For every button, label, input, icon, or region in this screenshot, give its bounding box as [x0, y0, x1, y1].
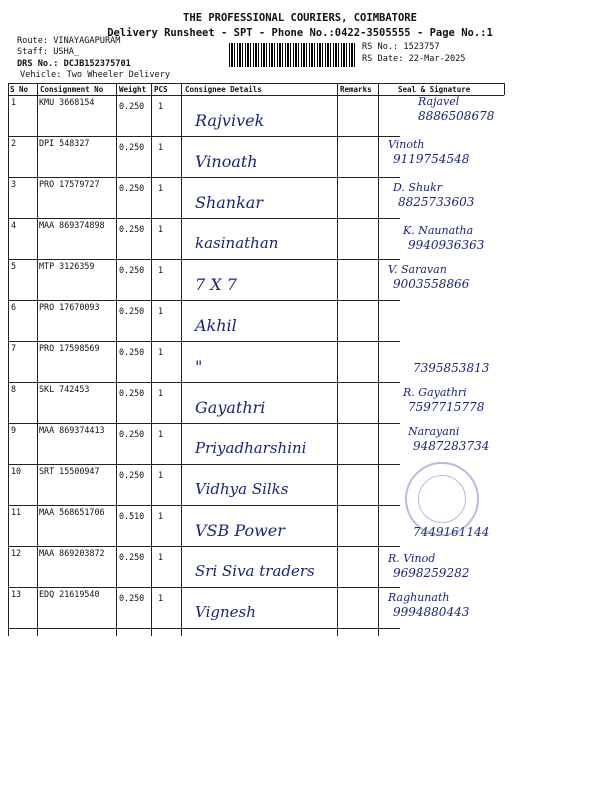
row-signature-name: K. Naunatha: [403, 224, 474, 237]
row-consignee-handwritten: Rajvivek: [195, 111, 265, 130]
row-consignee-handwritten: ": [195, 357, 203, 376]
row-consignee-handwritten: Shankar: [195, 193, 263, 212]
row-pcs: 1: [158, 347, 164, 357]
row-signature-phone: 8825733603: [398, 195, 475, 209]
column-divider: [37, 83, 38, 636]
row-consignee-handwritten: Priyadharshini: [195, 439, 307, 457]
header-consignment-no: Consignment No: [40, 85, 104, 94]
row-divider: [8, 259, 400, 260]
column-divider: [116, 83, 117, 636]
runsheet-subtitle: Delivery Runsheet - SPT - Phone No.:0422-3505555 - Page No.:1: [107, 27, 493, 39]
row-sno: 3: [11, 179, 17, 189]
header-seal-signature: Seal & Signature: [398, 85, 471, 94]
drs-number: DRS No.: DCJB152375701: [17, 59, 131, 69]
row-pcs: 1: [158, 306, 164, 316]
row-weight: 0.250: [119, 101, 145, 111]
row-weight: 0.250: [119, 552, 145, 562]
row-signature-name: Narayani: [408, 425, 460, 438]
row-consignee-handwritten: 7 X 7: [195, 275, 237, 294]
column-divider: [504, 83, 505, 95]
route-label: Route: VINAYAGAPURAM: [17, 36, 121, 46]
staff-label: Staff: USHA_: [17, 47, 80, 57]
column-divider: [337, 83, 338, 636]
row-signature-name: R. Vinod: [388, 552, 436, 565]
row-weight: 0.250: [119, 183, 145, 193]
row-consignee-handwritten: VSB Power: [195, 521, 285, 540]
rs-number: RS No.: 1523757: [362, 42, 440, 52]
row-sno: 7: [11, 343, 17, 353]
row-pcs: 1: [158, 142, 164, 152]
row-weight: 0.510: [119, 511, 145, 521]
row-pcs: 1: [158, 388, 164, 398]
row-divider: [8, 546, 400, 547]
row-sno: 13: [11, 589, 22, 599]
row-consignment-no: PRO 17579727: [39, 179, 100, 189]
row-pcs: 1: [158, 265, 164, 275]
row-signature-name: Vinoth: [388, 138, 425, 151]
row-sno: 2: [11, 138, 17, 148]
row-divider: [8, 423, 400, 424]
row-divider: [8, 587, 400, 588]
row-consignee-handwritten: Vidhya Silks: [195, 480, 289, 498]
row-consignment-no: EDQ 21619540: [39, 589, 100, 599]
row-signature-phone: 9994880443: [393, 605, 470, 619]
row-consignee-handwritten: Akhil: [195, 316, 237, 335]
row-divider: [8, 218, 400, 219]
header-remarks: Remarks: [340, 85, 372, 94]
row-consignment-no: SKL 742453: [39, 384, 90, 394]
runsheet-table: [8, 83, 504, 638]
row-weight: 0.250: [119, 306, 145, 316]
header-sno: S No: [10, 85, 29, 94]
row-consignment-no: PRO 17670093: [39, 302, 100, 312]
row-sno: 1: [11, 97, 17, 107]
row-divider: [8, 341, 400, 342]
row-signature-name: V. Saravan: [388, 263, 447, 276]
column-divider: [378, 83, 379, 636]
row-divider: [8, 464, 400, 465]
row-sno: 12: [11, 548, 22, 558]
rs-date: RS Date: 22-Mar-2025: [362, 54, 466, 64]
row-pcs: 1: [158, 224, 164, 234]
row-weight: 0.250: [119, 429, 145, 439]
row-pcs: 1: [158, 593, 164, 603]
row-pcs: 1: [158, 552, 164, 562]
row-divider: [8, 505, 400, 506]
row-signature-phone: 9698259282: [393, 566, 470, 580]
row-consignment-no: DPI 548327: [39, 138, 90, 148]
header-pcs: PCS: [154, 85, 168, 94]
row-consignment-no: MAA 869374413: [39, 425, 105, 435]
row-consignee-handwritten: Gayathri: [195, 398, 266, 417]
row-pcs: 1: [158, 470, 164, 480]
row-pcs: 1: [158, 511, 164, 521]
row-signature-phone: 9487283734: [413, 439, 490, 453]
row-signature-name: Raghunath: [388, 591, 450, 604]
row-signature-phone: 7597715778: [408, 400, 485, 414]
row-signature-name: R. Gayathri: [403, 386, 467, 399]
column-divider: [8, 83, 9, 636]
row-signature-phone: 9003558866: [393, 277, 470, 291]
row-signature-phone: 8886508678: [418, 109, 495, 123]
column-divider: [181, 83, 182, 636]
row-signature-phone: 9940936363: [408, 238, 485, 252]
row-sno: 9: [11, 425, 17, 435]
vehicle-label: Vehicle: Two Wheeler Delivery: [20, 70, 171, 80]
row-divider: [8, 136, 400, 137]
row-consignee-handwritten: Vinoath: [195, 152, 258, 171]
row-consignment-no: MTP 3126359: [39, 261, 95, 271]
header-consignee-details: Consignee Details: [185, 85, 262, 94]
row-sno: 11: [11, 507, 22, 517]
row-divider: [8, 177, 400, 178]
row-weight: 0.250: [119, 470, 145, 480]
row-weight: 0.250: [119, 593, 145, 603]
column-divider: [151, 83, 152, 636]
row-signature-phone: 7449161144: [413, 525, 490, 539]
row-sno: 5: [11, 261, 17, 271]
row-sno: 10: [11, 466, 22, 476]
row-divider: [8, 83, 504, 84]
row-pcs: 1: [158, 183, 164, 193]
row-sno: 6: [11, 302, 17, 312]
row-consignment-no: MAA 568651706: [39, 507, 105, 517]
row-weight: 0.250: [119, 224, 145, 234]
row-signature-phone: 9119754548: [393, 152, 470, 166]
row-signature-phone: 7395853813: [413, 361, 490, 375]
company-name: THE PROFESSIONAL COURIERS, COIMBATORE: [183, 12, 417, 24]
row-consignment-no: KMU 3668154: [39, 97, 95, 107]
row-pcs: 1: [158, 101, 164, 111]
row-consignment-no: SRT 15500947: [39, 466, 100, 476]
row-consignment-no: MAA 869203872: [39, 548, 105, 558]
row-divider: [8, 382, 400, 383]
row-signature-name: Rajavel: [418, 95, 460, 108]
row-consignment-no: MAA 869374898: [39, 220, 105, 230]
row-consignment-no: PRO 17598569: [39, 343, 100, 353]
row-signature-name: D. Shukr: [393, 181, 443, 194]
row-weight: 0.250: [119, 347, 145, 357]
company-seal-stamp: [405, 462, 479, 536]
row-divider: [8, 300, 400, 301]
row-sno: 8: [11, 384, 17, 394]
barcode: [229, 43, 355, 67]
row-pcs: 1: [158, 429, 164, 439]
row-weight: 0.250: [119, 388, 145, 398]
row-consignee-handwritten: Sri Siva traders: [195, 562, 315, 580]
header-weight: Weight: [119, 85, 147, 94]
row-weight: 0.250: [119, 142, 145, 152]
row-divider: [8, 628, 400, 629]
row-weight: 0.250: [119, 265, 145, 275]
row-consignee-handwritten: Vignesh: [195, 603, 256, 621]
row-sno: 4: [11, 220, 17, 230]
row-consignee-handwritten: kasinathan: [195, 234, 279, 252]
